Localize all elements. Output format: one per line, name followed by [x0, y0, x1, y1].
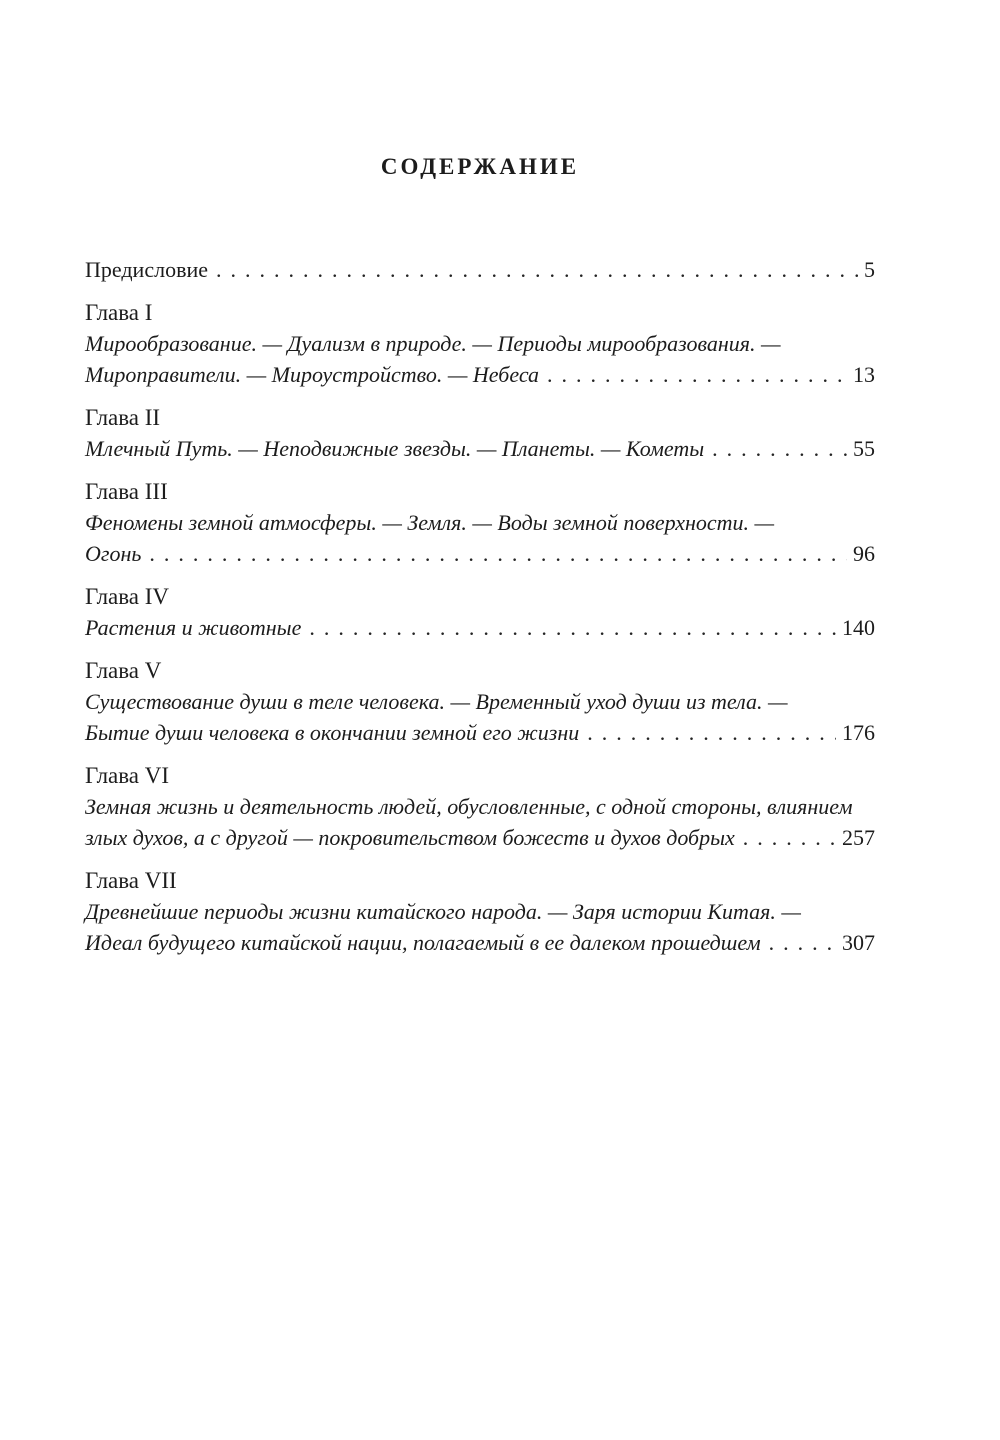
entry-description-line: злых духов, а с другой — покровительством божеств и духов добрых [85, 825, 735, 850]
entry-description-line: Древнейшие периоды жизни китайского народа. — Заря истории Китая. — [85, 899, 801, 924]
page-number: 140 [842, 615, 875, 640]
entry-description-line: Растения и животные [85, 615, 302, 640]
entry-description-line: Мироправители. — Мироустройство. — Небеса [85, 362, 540, 387]
entry-description-line: Феномены земной атмосферы. — Земля. — Воды земной поверхности. — [85, 510, 775, 535]
toc-line [85, 612, 875, 643]
chapter-heading: Глава V [85, 658, 162, 683]
page-number: 176 [842, 720, 875, 745]
chapter-heading: Глава I [85, 300, 153, 325]
entry-description-line: Существование души в теле человека. — Временный уход души из тела. — [85, 689, 788, 714]
text-block [85, 0, 875, 970]
toc-entry-preface [85, 254, 875, 285]
chapter-heading: Глава VI [85, 763, 170, 788]
dot-leader [769, 927, 836, 958]
toc-line [85, 717, 875, 748]
toc-entry-chapter-5 [85, 655, 875, 748]
dot-leader [587, 717, 836, 748]
toc-line [85, 927, 875, 958]
toc-entry-chapter-7 [85, 865, 875, 958]
dot-leader [547, 359, 847, 390]
toc-entry-chapter-2 [85, 402, 875, 464]
dot-leader [149, 538, 847, 569]
page-number: 55 [853, 436, 875, 461]
toc-list [85, 254, 875, 958]
page-number: 13 [853, 362, 875, 387]
entry-title: Предисловие [85, 257, 208, 282]
dot-leader [712, 433, 847, 464]
toc-line [85, 538, 875, 569]
dot-leader [309, 612, 836, 643]
toc-line [85, 822, 875, 853]
page-number: 5 [864, 257, 875, 282]
entry-description-line: Идеал будущего китайской нации, полагаемый в ее далеком прошедшем [85, 930, 761, 955]
page-number: 307 [842, 930, 875, 955]
entry-description-line: Млечный Путь. — Неподвижные звезды. — Планеты. — Кометы [85, 436, 705, 461]
chapter-heading: Глава IV [85, 584, 170, 609]
toc-line [85, 359, 875, 390]
dot-leader [216, 254, 858, 285]
entry-description-line: Огонь [85, 541, 142, 566]
toc-entry-chapter-3 [85, 476, 875, 569]
toc-entry-chapter-4 [85, 581, 875, 643]
page-title: СОДЕРЖАНИЕ [380, 154, 580, 179]
toc-entry-chapter-6 [85, 760, 875, 853]
page-number: 96 [853, 541, 875, 566]
toc-line [85, 254, 875, 285]
chapter-heading: Глава III [85, 479, 168, 504]
entry-description-line: Земная жизнь и деятельность людей, обусловленные, с одной стороны, влиянием [85, 794, 853, 819]
chapter-heading: Глава VII [85, 868, 177, 893]
toc-line [85, 433, 875, 464]
page-number: 257 [842, 825, 875, 850]
toc-entry-chapter-1 [85, 297, 875, 390]
entry-description-line: Бытие души человека в окончании земной его жизни [85, 720, 580, 745]
chapter-heading: Глава II [85, 405, 161, 430]
entry-description-line: Мирообразование. — Дуализм в природе. — Периоды мирообразования. — [85, 331, 781, 356]
dot-leader [743, 822, 836, 853]
